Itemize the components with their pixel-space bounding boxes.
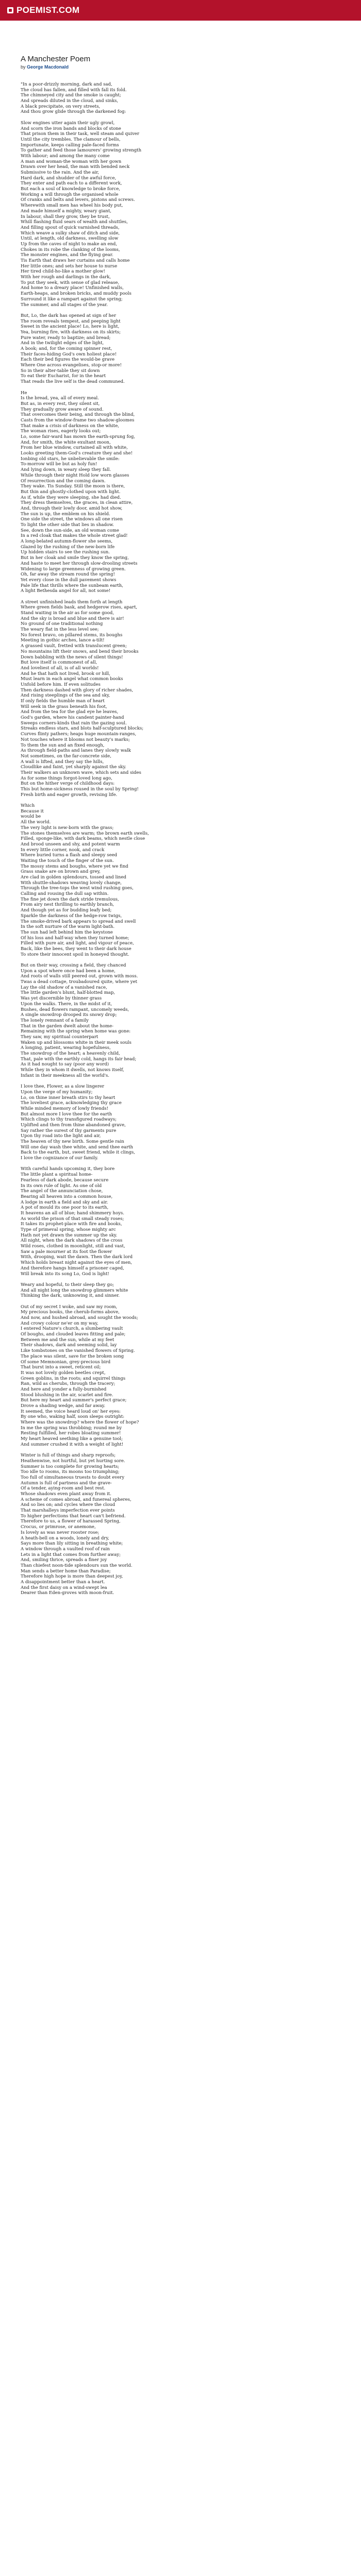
poem-line: And spreads diluted in the cloud, and sinks, (21, 98, 119, 104)
poem-line: A pot of mould its one poor to its earth, (21, 1205, 109, 1211)
poem-line: So in their alter-table they sit down (21, 368, 100, 374)
poem-line: Was yet discernible by thinner grass (21, 996, 102, 1002)
poem-line: Where buried turns a flash and sleepy seed (21, 853, 118, 858)
poem-line: But, Lo, the dark has opened at sign of her (21, 313, 117, 318)
poem-line: Streaks endless stars, and blots half-sculptured blocks; (21, 726, 144, 732)
poem-line: They saw, my spiritual counterpart (21, 1034, 99, 1040)
poem-line: With her rough and darlings in the dark, (21, 275, 111, 280)
poem-line: To them the sun and an fixed enough, (21, 742, 105, 748)
poem-line: Summer is too complete for growing hearts; (21, 1464, 120, 1469)
poem-line: Is the bread, yea, all of every meal. (21, 396, 99, 401)
poem-line: And made himself a mighty, weary giant, (21, 208, 111, 214)
poem-line: A lodge in earth a field and sky and air. (21, 1199, 108, 1205)
poem-line: A heath-bell on a woods, lonely and dry, (21, 1535, 109, 1541)
poem-line: That in the garden dwelt about the home- (21, 1023, 114, 1029)
poem-line: Twas a dead cottage, troubadoured quite, where yet (21, 979, 138, 985)
poem-line: And in the twilight edges of the light, (21, 341, 104, 346)
logo-icon (7, 7, 13, 13)
poem-line: A scheme of comes abroad, and funereal spheres, (21, 1497, 132, 1502)
poem-line: Filled, sponge-like, with dark beams, which nestle close (21, 836, 145, 842)
poem-line: It takes its prophet-place with fire and books, (21, 1222, 122, 1227)
poem-line: But each a soul of knowledge to broke force, (21, 187, 120, 192)
poem-line: And thou grow glide through the darkened fog: (21, 109, 126, 115)
poem-line: They gradually grow aware of sound. (21, 406, 104, 412)
poem-line: With, drooping, wait the dawn. Then the dark lord (21, 1255, 133, 1260)
poem-line: Working a will through the organised whole (21, 192, 119, 197)
poem-line: Resting fulfilled, her robes bloating summer! (21, 1431, 121, 1436)
poem-line: Stand waiting in the air as for some good, (21, 611, 114, 616)
poem-line: Their faces-hiding God's own holiest place! (21, 351, 117, 357)
poem-line: That reads the live self is the dead communed. (21, 379, 125, 385)
poem-line: Says more than lily sitting in breathing white; (21, 1541, 123, 1547)
poem-line: And filling spout of quick varnished threads, (21, 225, 120, 230)
poem-line: The woman rises, eagerly looks out; (21, 429, 101, 434)
poem-line: The room reveals tempest, and peeping light (21, 318, 121, 324)
poem-line: As world the prison of that small steady roses; (21, 1216, 124, 1222)
poem-line: Say rather the surest of thy garments pure (21, 1128, 117, 1133)
poem-line: And rising steeplings of the sea and sky, (21, 693, 110, 699)
poem-line: Her little ones; and sets her house to nurse (21, 263, 118, 269)
poem-line: Where One across evangelises, stop-or more! (21, 363, 122, 368)
poem-line: A wall is lifted, and they say the hills, (21, 759, 104, 765)
poem-line: "In a poor-drizzly morning, dark and sad, (21, 82, 112, 87)
stanza-break (21, 1277, 361, 1282)
poem-line: Between me and the sun, while at my feet (21, 1337, 114, 1343)
poem-line: Weary and hopeful, to their sleep they go; (21, 1282, 114, 1287)
poem-line: Curves flinty pathers; heaps huge mountain-ranges, (21, 732, 137, 737)
poem-line: Looks greeting them-God's creature they and she! (21, 451, 133, 456)
poem-line: No forest bravo, on pillared stems, its boughs (21, 632, 123, 638)
poem-line: Must learn in each angel what common books (21, 676, 123, 682)
poem-line: Which (21, 803, 35, 809)
poem-line: A long-belated autumn-flower she seems, (21, 539, 113, 545)
stanza-break (21, 308, 361, 313)
poem-line: The loveliest grace, acknowledging thy grace (21, 1100, 122, 1106)
poem-line: And brood unseen and shy, and potent warm (21, 841, 120, 847)
poem-line: This but home-sickness roused in the soul by Spring! (21, 787, 139, 792)
poem-line: Fearless of dark abode, because secure (21, 1177, 109, 1183)
poem-line: Unfold before him. If even solitudes (21, 682, 101, 687)
poem-line: Of his loss and half-way when they turned home; (21, 935, 129, 941)
poem-line: And crowy colour ne'er on my way, (21, 1320, 99, 1326)
stanza-break (21, 1078, 361, 1084)
poem-line: Submissive to the rain. And the air, (21, 170, 100, 175)
poem-line: Up hidden stairs to see the rushing sun. (21, 550, 110, 555)
poem-line: Will break into its song Lo, God is light! (21, 1271, 109, 1277)
poem-line: Of boughs, and clouded leaves fitting and pale; (21, 1332, 126, 1337)
poem-line: But in her cloak and smile they know the spring, (21, 555, 129, 561)
stanza-break (21, 385, 361, 391)
poem-line: The place was silent, save for the broken song (21, 1353, 124, 1359)
poem-line: To light the other side that lies in shadow. (21, 522, 114, 528)
poem-line: And he that hath not lived, brook or hill, (21, 671, 110, 676)
poem-line: A light Bethesda angel for all, not some! (21, 588, 111, 594)
poem-line: Whose shadows even plant away from it. (21, 1492, 111, 1497)
poem-line: The mossy stems and boughs, where yet we find (21, 863, 128, 869)
poem-line: Man sends a better home than Paradise; (21, 1568, 111, 1574)
poem-line: I entered Nature's church, a slumbering vault (21, 1326, 123, 1332)
poem-line: Ionbing old stars, he unbelievable the smile: (21, 456, 120, 462)
poem-title: A Manchester Poem (21, 55, 91, 63)
poem-line: Yea, burning fire, with darkness on its skirts; (21, 329, 121, 335)
poem-line: That, pale with the earthly cold, hangs its fair head; (21, 1056, 137, 1062)
poem-line: With shuttle-shadows weaving lovely change, (21, 880, 122, 886)
poem-line: Of cranks and belts and levers, pistons and screws. (21, 197, 135, 203)
poem-line: That make a crisis of darkness on the white, (21, 423, 119, 429)
poem-line: That burst into a sweet, reticent oil; (21, 1365, 101, 1370)
poem-line: Therefore to us, a flower of harassed Spring, (21, 1519, 121, 1524)
poem-line: All the world. (21, 820, 51, 825)
poem-line: To put they seek, with sense of glad release, (21, 280, 120, 285)
poem-line: Their walkers an unknown wave, which sets and sides (21, 770, 141, 775)
poem-line: Their shadows, dark and seeming solid, lay (21, 1343, 117, 1348)
poem-line: The little plant a spiritual home- (21, 1172, 93, 1178)
poem-line: Too idle to rooms, its moons too triumphing; (21, 1469, 120, 1475)
poem-line: Of some Memnonian, grey-precious bird (21, 1359, 111, 1365)
stanza-break (21, 1299, 361, 1304)
poem-line: Stood blushing in the air, scarlet and fire. (21, 1392, 113, 1398)
poem-line: The stones themselves are warm; the brown earth swells, (21, 831, 149, 836)
poem-line: Wherewith small men has wheel his body put, (21, 203, 123, 209)
poem-line: And loveliest of all, is of all worlds! (21, 665, 99, 671)
poem-line: The monster engines, and the flying gear. (21, 252, 113, 258)
poem-line: As it had nought to say (poor any word) (21, 1062, 109, 1067)
poem-line: Like tombstones on the vanished flowers of Spring. (21, 1348, 135, 1354)
poem-line: See, down the sun-side, an old woman come (21, 528, 119, 533)
poem-line: The weary flat in the less level see; (21, 627, 99, 633)
poem-line: Slow engines utter again their ugly growl, (21, 120, 115, 126)
poem-line: Down babbling with the news of silent things! (21, 654, 123, 660)
poem-line: Meeting in gothic arches, lance a-tilt! (21, 638, 105, 643)
poem-line: To store their innocent spoil in honeyed thought. (21, 952, 129, 957)
poem-line: Waken up and blossoms white in their meek souls (21, 1040, 132, 1045)
poem-line: And so lies on; and cycles where the cloud (21, 1502, 116, 1508)
poem-line: And scorn the iron bands and blocks of stone (21, 126, 121, 131)
poem-line: And roots of walls still peered out, grown with moss. (21, 974, 138, 979)
poem-line: And now, and hushed abroad, and sought the woods; (21, 1315, 138, 1320)
poem-line: By one who, waking half, soon sleeps outright: (21, 1414, 125, 1420)
stanza-break (21, 1161, 361, 1167)
poem-line: They dress themselves, the graces, in clean attire, (21, 500, 133, 506)
poem-line: One side the street, the windows all one risen (21, 517, 123, 522)
poem-line: Not sometimes, on the far-concrete side, (21, 753, 111, 759)
poem-line: A window through a vaulted roof of rain (21, 1546, 110, 1552)
poem-line: Drawn over her head, the man with bended neck (21, 164, 130, 170)
poem-line: Widening to large greenness of growing green. (21, 566, 126, 572)
poem-line: Green goblins, in the roots; and squirrel things (21, 1376, 126, 1381)
poem-line: Bearing all heaven into a common house, (21, 1194, 113, 1199)
poem-line: Where was the snowdrop? where the flower of hope? (21, 1420, 139, 1426)
poem-line: My precious books, the cherub-forms above, (21, 1310, 120, 1315)
poem-line: Through the tree-tops the west wind rushing goes, (21, 886, 134, 891)
poem-line: Sweet in the ancient place! Lo, here is light, (21, 324, 120, 330)
poem-line: Lets in a light that comes from further away; (21, 1552, 121, 1557)
poem-line: Tis Earth that draws her curtains and calls home (21, 258, 130, 263)
poem-line: Her tired child-ho-like a mother glow! (21, 269, 105, 275)
poem-line: Pure water, ready to baptize; and bread; (21, 335, 111, 341)
poem-line: Is lovely as was never rooster rose; (21, 1530, 100, 1535)
poem-line: To-morrow will be but as holy fun! (21, 462, 97, 467)
poem-line: Autumn is full of partness and the grave- (21, 1480, 112, 1486)
poem-line: It seemed, the voice heard loud on' her eyes: (21, 1409, 121, 1414)
author-link[interactable]: George Macdonald (27, 64, 69, 70)
poem-line: The lonely remnant of a family (21, 1018, 89, 1023)
poem-line: Grass snake are on brown and grey, (21, 869, 101, 875)
poem-line: To eat their Eucharist, for in the heart (21, 374, 106, 379)
poem-line: Casts from the window-frame two shadow-gloomes (21, 417, 135, 423)
poem-line: In labour, shall they grow, they be trust, (21, 214, 110, 219)
poem-line: A grassed vault, fretted with translucent green; (21, 643, 127, 649)
stanza-break (21, 798, 361, 803)
poem-line: A black precipitate, on very streets, (21, 104, 101, 109)
poem-line: Out of my secret I woke, and saw my room, (21, 1304, 118, 1310)
poem-line: I love the cognizance of our family. (21, 1156, 99, 1161)
poem-line: A disappointment better than a heart. (21, 1580, 105, 1585)
poem-line: Sweeps corners-kinds that rain the gazing soul. (21, 720, 127, 726)
poem-line: Cloudlike and faint, yet sharply against the sky. (21, 765, 126, 770)
poem-line: But as, in every rest, they silent sit, (21, 401, 100, 406)
poem-line: Upon the walks. There, in the midst of it, (21, 1001, 112, 1007)
poem-line: No ground of one traditional nothing (21, 621, 103, 627)
poem-line: My heart heaved seething like a genuine tool; (21, 1436, 123, 1442)
poem-line: Upon a spot where once had been a home, (21, 968, 116, 974)
poem-line: All night, when the dark shadows of the cross (21, 1238, 123, 1244)
poem-line: The sun had left behind him the keystone (21, 929, 113, 935)
poem-line: The smoke-drived bark appears to spread and swell (21, 919, 136, 924)
poem-line: Than chiefest noon-tide splendours sun the world. (21, 1563, 133, 1568)
poem-line: With careful hands upcoming it, they bore (21, 1166, 115, 1172)
poem-line: Not touches where it blooms not beauty's marks; (21, 737, 130, 742)
poem-line: They wake. Tis Sunday. Still the moon is there, (21, 484, 125, 489)
poem-line: would be (21, 814, 41, 820)
poem-line: And summer crushed it with a weight of light! (21, 1442, 124, 1447)
poem-line: It heavens an all of blue; hand shimmery hoys. (21, 1210, 124, 1216)
poem-line: But on their way, crossing a field, they chanced (21, 963, 126, 968)
poem-line: Will one day wash thee white, and send thee earth (21, 1144, 134, 1150)
poem-line: Ran, wild as cherubs, through the tracery; (21, 1381, 116, 1387)
poem-line: Back, like the bees, they went to their dark house (21, 946, 132, 952)
poem-line: Therefore high hope is more than deepest joy, (21, 1574, 123, 1580)
poem-line: A book; and, for the coming spinner rest, (21, 346, 112, 351)
poem-line: And, smiling thrice, spreads a finer joy (21, 1557, 107, 1563)
poem-line: The summer, and all stages of the year. (21, 302, 108, 308)
poem-line: The snowdrop of the heart; a heavenly child, (21, 1051, 120, 1056)
poem-line: Importunate, keeps calling pale-faced forms (21, 142, 119, 148)
poem-line: In every little corner, nook, and crack (21, 847, 105, 853)
byline (21, 64, 361, 70)
poem-line: Yet every close in the dull pavement shows (21, 577, 117, 583)
poem-line: The angel of the annunciation chose, (21, 1189, 103, 1194)
poem-line: Bushes, dead flowers rampant, uncomely weeds, (21, 1007, 129, 1012)
poem-line: Will seek in the grass beneath his foot, (21, 704, 107, 709)
poem-line: And, through their lowly door, amid hot show, (21, 505, 123, 511)
poem-line: Infant in their meekness all the world's. (21, 1073, 109, 1078)
poem-line: They enter and path each to a different work, (21, 181, 122, 187)
poem-line: From her blue window, curtained all with white, (21, 445, 128, 451)
poem-line: Which weave a sulky shaw of ditch and side, (21, 230, 120, 236)
poem-line: The little garden's blunt, half-blotted map, (21, 990, 115, 996)
poem-line: And therefore hangs himself a prisoner caged, (21, 1265, 124, 1271)
poem-line: In me the spring was throbbing; round me by (21, 1425, 122, 1431)
poem-line: Fresh birth and eager growth, revising life. (21, 792, 118, 798)
poem-line: Glazed by the rushing of the new-born life (21, 544, 115, 550)
poem-line: Sparkle the darkness of the hedge-row twigs, (21, 913, 122, 919)
stanza-break (21, 957, 361, 963)
poem-line: The sun is up, the emblem on his shield. (21, 511, 110, 517)
poem-line: Upon the verge of my humanity; (21, 1089, 93, 1095)
poem-line: Are clad in golden splendours, tossed and lined (21, 875, 126, 880)
poem-line: From airy nest thrilling to earthly branch, (21, 902, 114, 908)
poem-line: Hath not yet drawn the summer up the sky. (21, 1232, 118, 1238)
poem-line: Winter is full of things and sharp reproofs; (21, 1453, 116, 1459)
poem-line: Chokes in its robe the clanking of the looms, (21, 247, 120, 252)
poem-line: Whill flashing fluid sears of wealth and shuttles, (21, 219, 128, 225)
poem-line: A longing, patient, wearing hopefulness, (21, 1045, 111, 1051)
poem-line: Too full of simultaneous truests to doubt every (21, 1475, 125, 1480)
site-logo[interactable] (7, 5, 79, 15)
poem-line: Waiting the touch of the finger of the sun. (21, 858, 114, 863)
poem-line: Oh, far away the stream round the spring! (21, 572, 115, 578)
poem-line: The chimneyed city and the smoke is caught; (21, 93, 121, 98)
poem-line: But thin and ghostly-clothed upon with light. (21, 489, 121, 495)
poem-line: A street unfinished leads them forth at length (21, 599, 123, 605)
poem-line: Calling and rousing the dull sap within. (21, 891, 109, 897)
poem-line: No mountains lift their snows, and bend their brooks (21, 649, 139, 654)
poem-line: Until, at length, old darkness, swelling slow (21, 236, 119, 242)
poem-line: God's garden, where his candent painter-hand (21, 715, 124, 721)
stanza-break (21, 115, 361, 121)
poem-line: To higher perfections that heart can't befriend. (21, 1513, 126, 1519)
poem-line: Thinking the dark, unknowing it, and sinner. (21, 1293, 120, 1299)
poem-line: Saw a pale mourner at its foot the flower (21, 1249, 112, 1255)
poem-line: And from the tea for the glad eye he leaves, (21, 709, 119, 715)
poem-line: Dearer than Eden-groves with moon-fruit. (21, 1590, 114, 1596)
poem-line: I love thee, Flower, as a slow lingerer (21, 1084, 104, 1090)
poem-line: The cloud has fallen, and filled with fall its fold. (21, 87, 127, 93)
poem-line: Until the city trembles. The clamour of bells, (21, 137, 121, 142)
poem-line: Back to the earth, but, sweet friend, while it clings, (21, 1150, 136, 1156)
poem-line: Uplifted and then from thine abandoned grave, (21, 1122, 126, 1128)
poem-line: But on the hither verge of childhood days: (21, 781, 115, 787)
site-name: POEMIST.COM (17, 5, 80, 15)
poem-line: And lying down, in weary sleep they fall. (21, 467, 111, 473)
poem-line: Which holds breast night against the eyes of men, (21, 1260, 133, 1266)
poem-line: And the first daisy on a wind-swept lea (21, 1585, 107, 1590)
poem-line: A single snowdrop drooped its snowy drop; (21, 1012, 117, 1018)
poem-line: Because it (21, 808, 44, 814)
poem-line: While minded memory of lowly friends! (21, 1106, 109, 1111)
poem-line: Pale life that thrills where the sunbeam earth, (21, 583, 123, 588)
poem-line: The fine jet down the dark stride tremulous, (21, 896, 119, 902)
poem-line: In the soft nurture of the warm light-bath. (21, 924, 115, 930)
poem-line: And here and yonder a fully-burnished (21, 1386, 107, 1392)
stanza-break (21, 594, 361, 600)
poem-line: In its own rule of light. As one of old (21, 1183, 102, 1189)
poem-line: Up from the caves of night to make an end, (21, 241, 118, 247)
poem-line: Type of primeval spring, whose mighty arc (21, 1227, 116, 1232)
poem-line: Lo, on thine inner breath stirs to thy heart (21, 1095, 116, 1100)
poem-line: Lay the old shadow of a vanished race, (21, 985, 107, 990)
poem-line: To gather and feed those lamourers' growing strength (21, 148, 142, 154)
poem-line: But love itself is commonest of all, (21, 660, 97, 666)
poem-line: Of a tender, aying-room and best rest. (21, 1486, 106, 1492)
poem-line: Wild roses, clothed in moonlight, still and vast, (21, 1244, 125, 1249)
poem-line: Drove a shading wedge, and far away. (21, 1403, 106, 1409)
poem-line: Then darkness dashed with glory of richer shades, (21, 687, 134, 693)
stanza-break (21, 1448, 361, 1453)
poem-line: As if, while they were sleeping, she had died. (21, 495, 121, 500)
poem-line: Where green fields bask, and hedgerow rises, apart, (21, 605, 138, 611)
poem-line: Remaining with the spring when home was gone: (21, 1029, 131, 1035)
poem-line: That marshalleys imperfection ever points (21, 1508, 115, 1514)
site-header (0, 0, 361, 21)
poem-line: Filled with pure air, and light, and vigour of peace, (21, 941, 134, 946)
poem-line: But almost more I love thee for the earth (21, 1111, 112, 1117)
poem-container (0, 21, 361, 1596)
poem-line: If only fields the humble man of heart (21, 699, 105, 704)
byline-prefix: by (21, 64, 26, 70)
poem-line: Of resurrection and the coming dawn. (21, 478, 106, 484)
poem-line: And though yet as for budding leafy bed; (21, 908, 112, 913)
poem-line: As through field-paths and lanes they slowly walk (21, 748, 131, 754)
poem-line: Crocus, or primrose, or anemone, (21, 1524, 96, 1530)
poem-line: With labour; and among the many come (21, 153, 110, 159)
poem-line: Heathenwise, not hurtful, but yet hurting sore. (21, 1458, 125, 1464)
poem-line: And haste to meet her through slow-drooling streets (21, 561, 138, 566)
poem-line: Each their bed figures the would-be grave (21, 357, 115, 363)
poem-line: Earth-heaps, and broken bricks, and muddy pools (21, 291, 132, 297)
poem-line: Which clings to thy transfigured roadways; (21, 1117, 117, 1123)
poem-line: He (21, 390, 27, 396)
poem-line: A man and woman-the woman with her gown (21, 159, 122, 164)
poem-line: But here my heart and summer's perfect grace; (21, 1398, 127, 1403)
poem-line: It was not lovely golden beetles crept, (21, 1370, 106, 1376)
poem-line: Upon thy road into the light and air, (21, 1133, 101, 1139)
poem-line: That overcomes their being, and through the blind, (21, 412, 135, 418)
poem-line: While they in whom it dwells, not knows itself, (21, 1067, 124, 1073)
poem-line: And the sky is broad and blue and there is air! (21, 616, 124, 621)
poem-line: And all night long the snowdrop glimmers white (21, 1287, 128, 1293)
poem-line: As for some things forgot-loved long ago, (21, 775, 112, 781)
poem-line: Hard dark, and shudder of the awful force, (21, 175, 117, 181)
poem-line: In a red cloak that makes the whole street glad! (21, 533, 128, 539)
poem-line: That prison them in their task, well steam and quiver (21, 131, 139, 137)
poem-line: The very light is new-born with the grass; (21, 825, 114, 831)
poem-line: Surround it like a rampart against the spring; (21, 296, 123, 302)
poem-line: The heaven of thy new birth. Some gentle rain (21, 1139, 124, 1144)
poem-body (21, 82, 361, 1596)
poem-line: And home to a dreary place! Unfinished walls, (21, 285, 124, 291)
poem-line: And, for smith, the white exultant moon, (21, 439, 111, 445)
poem-line: While through their night Hold low worn glasses (21, 472, 129, 478)
poem-line: Lo, some fair-ward has mown the earth-sprung fog, (21, 434, 136, 439)
